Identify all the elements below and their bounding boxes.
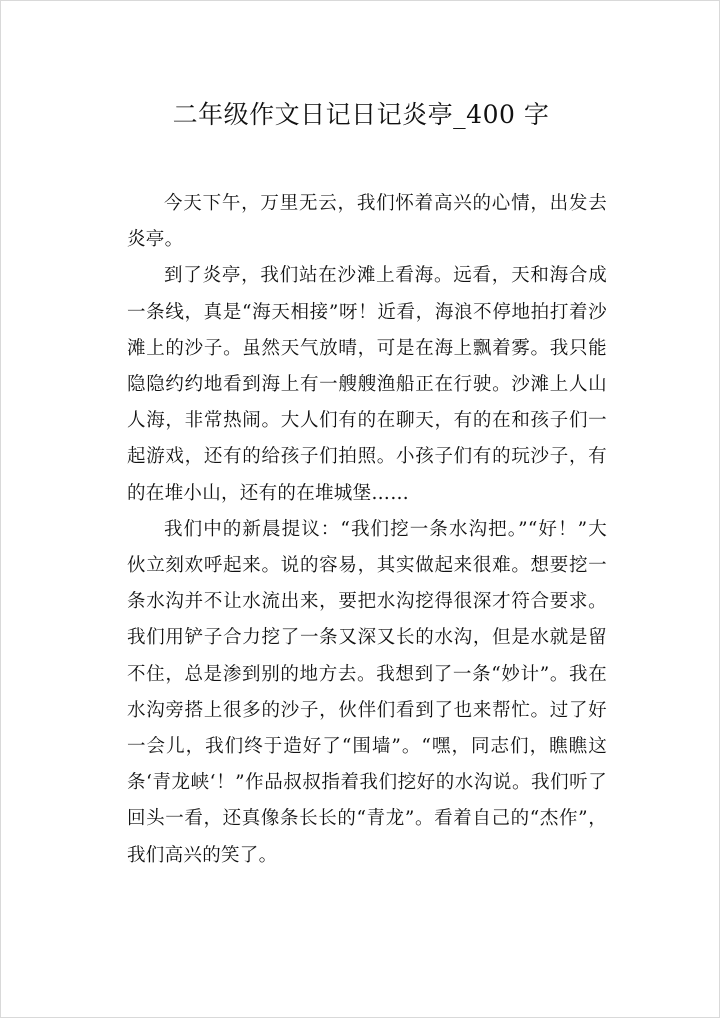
- paragraph-3: 我们中的新晨提议：“我们挖一条水沟把。”“好！”大伙立刻欢呼起来。说的容易，其实做起来很难。想要挖一条水沟并不让水流出来，要把水沟挖得很深才符合要求。我们用铲子合力挖了一条又深又长的水沟，但是水就是留不住，总是渗到别的地方去。我想到了一条“妙计”。我在水沟旁搭上很多的沙子，伙伴们看到了也来帮忙。过了好一会儿，我们终于造好了“围墙”。“嘿，同志们，瞧瞧这条‘青龙峡‘！”作品叔叔指着我们挖好的水沟说。我们听了回头一看，还真像条长长的“青龙”。看着自己的“杰作”，我们高兴的笑了。: [127, 518, 607, 866]
- paragraph-1: 今天下午，万里无云，我们怀着高兴的心情，出发去炎亭。: [127, 193, 607, 251]
- paragraph-2: 到了炎亭，我们站在沙滩上看海。远看，天和海合成一条线，真是“海天相接”呀！近看，海浪不停地拍打着沙滩上的沙子。虽然天气放晴，可是在海上飘着雾。我只能隐隐约约地看到海上有一艘艘渔船正在行驶。沙滩上人山人海，非常热闹。大人们有的在聊天，有的在和孩子们一起游戏，还有的给孩子们拍照。小孩子们有的玩沙子，有的在堆小山，还有的在堆城堡……: [127, 265, 607, 504]
- document-title: 二年级作文日记日记炎亭_400 字: [172, 100, 550, 129]
- document-body: [127, 186, 607, 874]
